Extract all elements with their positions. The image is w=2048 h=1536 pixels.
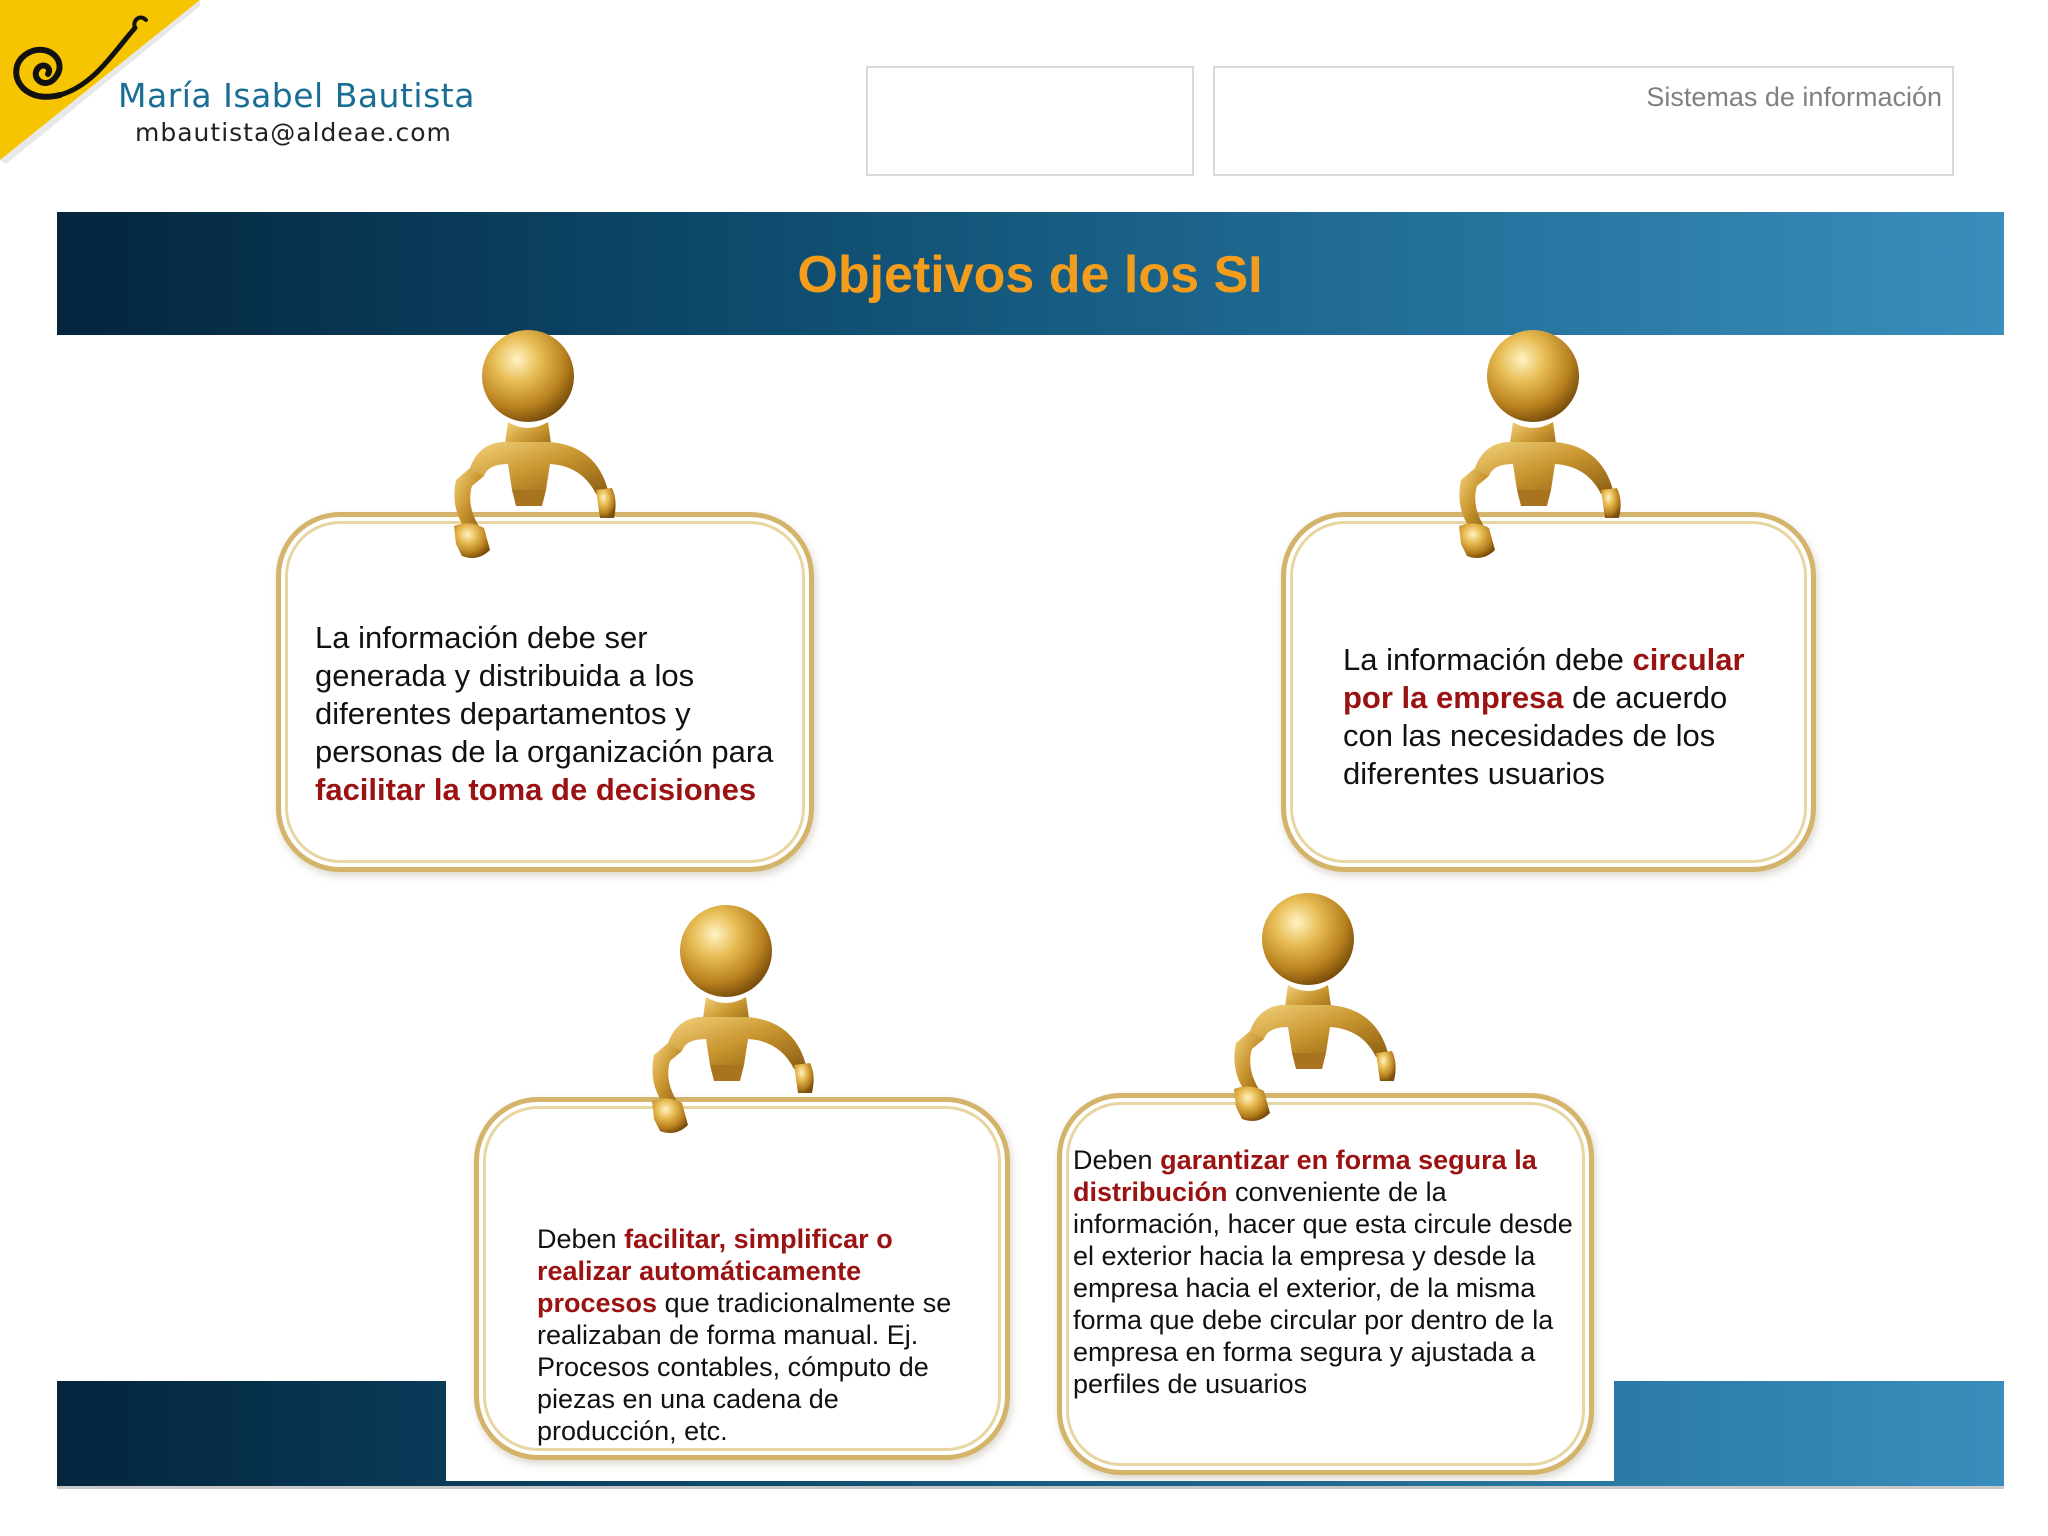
- objective-text-plain: Deben: [1073, 1145, 1161, 1175]
- author-email: mbautista@aldeae.com: [135, 118, 452, 147]
- objective-text-plain: La información debe ser generada y distribuida a los diferentes departamentos y personas de la organización para: [315, 620, 774, 769]
- author-name: María Isabel Bautista: [118, 76, 475, 115]
- objective-text-highlight: facilitar, simplificar o realizar automáticamente procesos: [537, 1224, 893, 1318]
- objective-text-plain: de acuerdo con las necesidades de los diferentes usuarios: [1343, 680, 1728, 791]
- subject-label: Sistemas de información: [1646, 82, 1942, 112]
- header-box-subject: [1213, 66, 1954, 176]
- gold-figure-icon: [598, 905, 838, 1145]
- objective-text-4: [1073, 1144, 1588, 1400]
- header-box-empty: [866, 66, 1194, 176]
- footer-divider: [57, 1486, 2004, 1489]
- objective-text-plain: La información debe: [1343, 642, 1633, 677]
- objective-text-1: [315, 619, 785, 809]
- objective-text-plain: Deben: [537, 1224, 625, 1254]
- objective-text-plain: que tradicionalmente se realizaban de forma manual. Ej. Procesos contables, cómputo de piezas en una cadena de producción, etc.: [537, 1288, 952, 1446]
- objective-text-highlight: facilitar la toma de decisiones: [315, 772, 757, 807]
- objective-text-2: [1343, 641, 1783, 793]
- gold-figure-icon: [400, 330, 640, 570]
- objective-text-plain: conveniente de la información, hacer que esta circule desde el exterior hacia la empresa y desde la empresa hacia el exterior, de la misma forma que debe circular por dentro de la empresa en forma segura y ajustada a perfiles de usuarios: [1073, 1177, 1573, 1399]
- objective-text-highlight: circular por la empresa: [1343, 642, 1745, 715]
- gold-figure-icon: [1405, 330, 1645, 570]
- gold-figure-icon: [1180, 893, 1420, 1133]
- slide-title: Objetivos de los SI: [797, 246, 1263, 304]
- objective-text-3: [537, 1223, 967, 1447]
- objective-text-highlight: garantizar en forma segura la distribución: [1073, 1145, 1537, 1207]
